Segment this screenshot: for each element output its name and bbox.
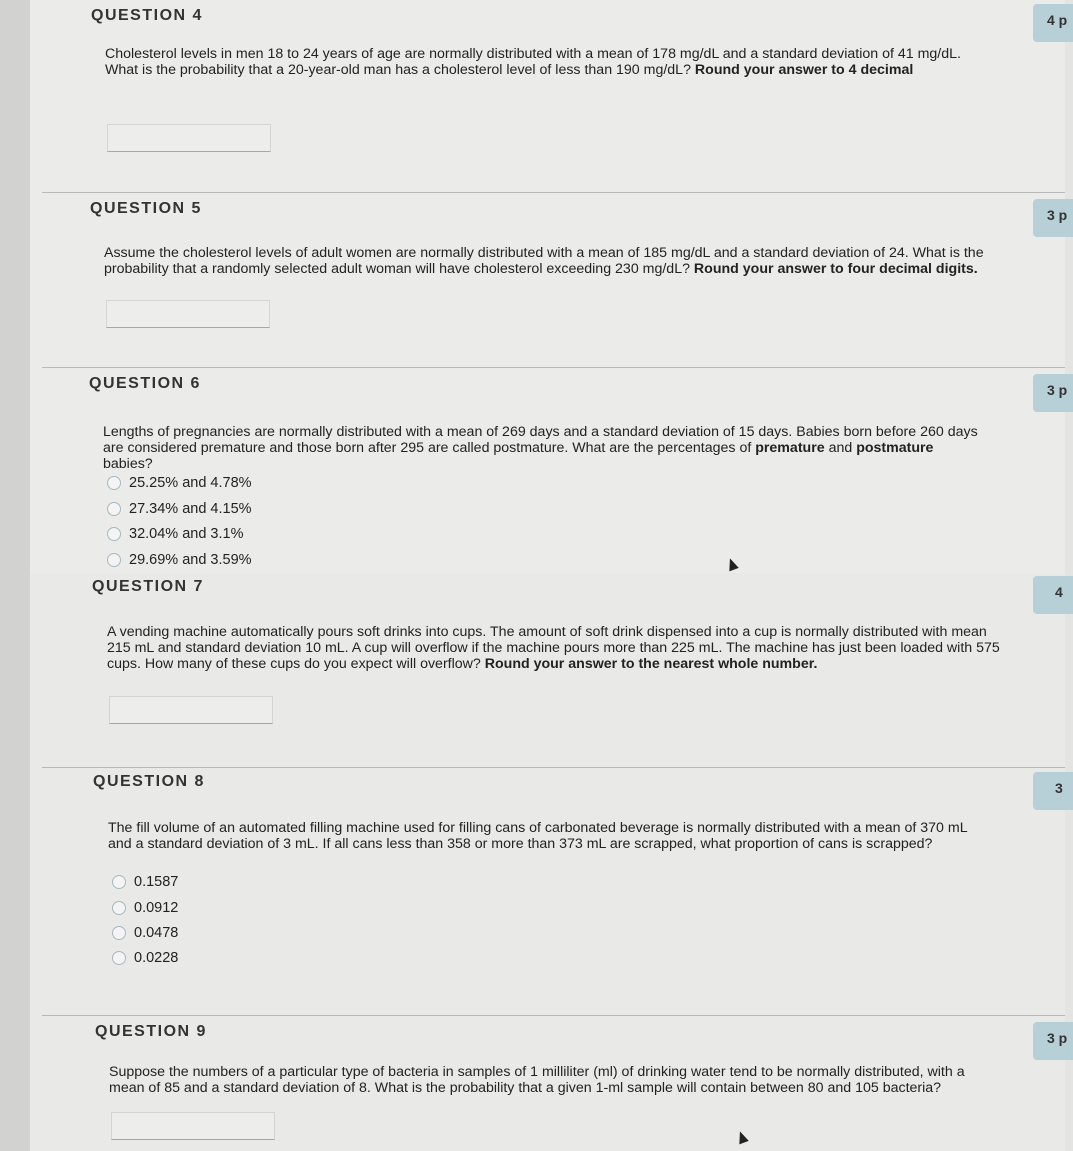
- radio-button[interactable]: [107, 553, 121, 567]
- radio-button[interactable]: [107, 527, 121, 541]
- points-badge: 4 p: [1033, 4, 1073, 42]
- option-label: 0.0228: [134, 950, 179, 966]
- question-text-bold: Round your answer to the nearest whole number.: [484, 656, 818, 672]
- question-header: QUESTION 8: [93, 773, 205, 790]
- points-badge: 3: [1033, 772, 1073, 810]
- option-label: 0.0912: [134, 900, 179, 916]
- points-badge: 4: [1033, 576, 1073, 614]
- question-text-plain: Lengths of pregnancies are normally distributed with a mean of 269 days and a standard deviation of 15 days. Babies born before 260 days are considered premature and those born after 295 are called postmature. What are the percentages of: [103, 424, 978, 456]
- divider: [42, 1015, 1065, 1016]
- question-text-plain: Assume the cholesterol levels of adult women are normally distributed with a mean of 185 mg/dL and a standard deviation of 24. What is the probability that a randomly selected adult woman will have cholesterol exceeding 230 mg/dL?: [104, 245, 984, 277]
- answer-option[interactable]: [112, 925, 178, 941]
- answer-option[interactable]: [107, 475, 252, 491]
- question-header: QUESTION 5: [90, 200, 202, 217]
- question-header: QUESTION 7: [92, 578, 204, 595]
- option-label: 27.34% and 4.15%: [129, 501, 252, 517]
- option-label: 25.25% and 4.78%: [129, 475, 252, 491]
- question-text-bold: premature: [755, 440, 825, 456]
- answer-option[interactable]: [112, 900, 178, 916]
- answer-option[interactable]: [112, 950, 178, 966]
- answer-option[interactable]: [112, 874, 178, 890]
- question-text-plain: and: [824, 440, 857, 456]
- answer-input[interactable]: [111, 1112, 275, 1140]
- question-header: QUESTION 6: [89, 375, 201, 392]
- question-text-bold: postmature: [856, 440, 934, 456]
- answer-input[interactable]: [109, 696, 273, 724]
- question-text: [105, 46, 985, 78]
- question-text: [107, 624, 1007, 672]
- question-text-plain: babies?: [103, 456, 153, 472]
- option-label: 0.0478: [134, 925, 179, 941]
- question-text: The fill volume of an automated filling machine used for filling cans of carbonated beverage is normally distributed with a mean of 370 mL and a standard deviation of 3 mL. If all cans less than 358 or more than 373 mL are scrapped, what proportion of cans is scrapped?: [108, 820, 968, 852]
- radio-button[interactable]: [112, 901, 126, 915]
- question-text-bold: Round your answer to four decimal digits.: [693, 261, 978, 277]
- question-text: Suppose the numbers of a particular type of bacteria in samples of 1 milliliter (ml) of drinking water tend to be normally distributed, with a mean of 85 and a standard deviation of 8. What is the probability that a given 1-ml sample will contain between 80 and 105 bacteria?: [109, 1064, 965, 1096]
- question-text-plain: A vending machine automatically pours soft drinks into cups. The amount of soft drink dispensed into a cup is normally distributed with mean 215 mL and standard deviation 10 mL. A cup will overflow if the machine pours more than 225 mL. The machine has just been loaded with 575 cups. How many of these cups do you expect will overflow?: [107, 624, 1000, 672]
- answer-input[interactable]: [106, 300, 270, 328]
- question-text-bold: Round your answer to 4 decimal: [694, 62, 914, 78]
- points-badge: 3 p: [1033, 199, 1073, 237]
- radio-button[interactable]: [112, 951, 126, 965]
- question-header: QUESTION 9: [95, 1023, 207, 1040]
- answer-option[interactable]: [107, 526, 243, 542]
- points-badge: 3 p: [1033, 374, 1073, 412]
- question-text-plain: Cholesterol levels in men 18 to 24 years of age are normally distributed with a mean of 178 mg/dL and a standard deviation of 41 mg/dL. What is the probability that a 20-year-old man has a cholesterol level of less than 190 mg/dL?: [105, 46, 961, 78]
- answer-input[interactable]: [107, 124, 271, 152]
- question-header: QUESTION 4: [91, 7, 203, 24]
- radio-button[interactable]: [107, 502, 121, 516]
- option-label: 29.69% and 3.59%: [129, 552, 252, 568]
- option-label: 0.1587: [134, 874, 179, 890]
- radio-button[interactable]: [112, 926, 126, 940]
- divider: [42, 192, 1065, 193]
- divider: [42, 767, 1065, 768]
- answer-option[interactable]: [107, 501, 252, 517]
- question-text: [104, 245, 984, 277]
- radio-button[interactable]: [107, 476, 121, 490]
- answer-option[interactable]: [107, 552, 252, 568]
- radio-button[interactable]: [112, 875, 126, 889]
- question-text: [103, 424, 983, 472]
- divider: [42, 367, 1065, 368]
- option-label: 32.04% and 3.1%: [129, 526, 244, 542]
- left-margin: [0, 0, 30, 1151]
- points-badge: 3 p: [1033, 1022, 1073, 1060]
